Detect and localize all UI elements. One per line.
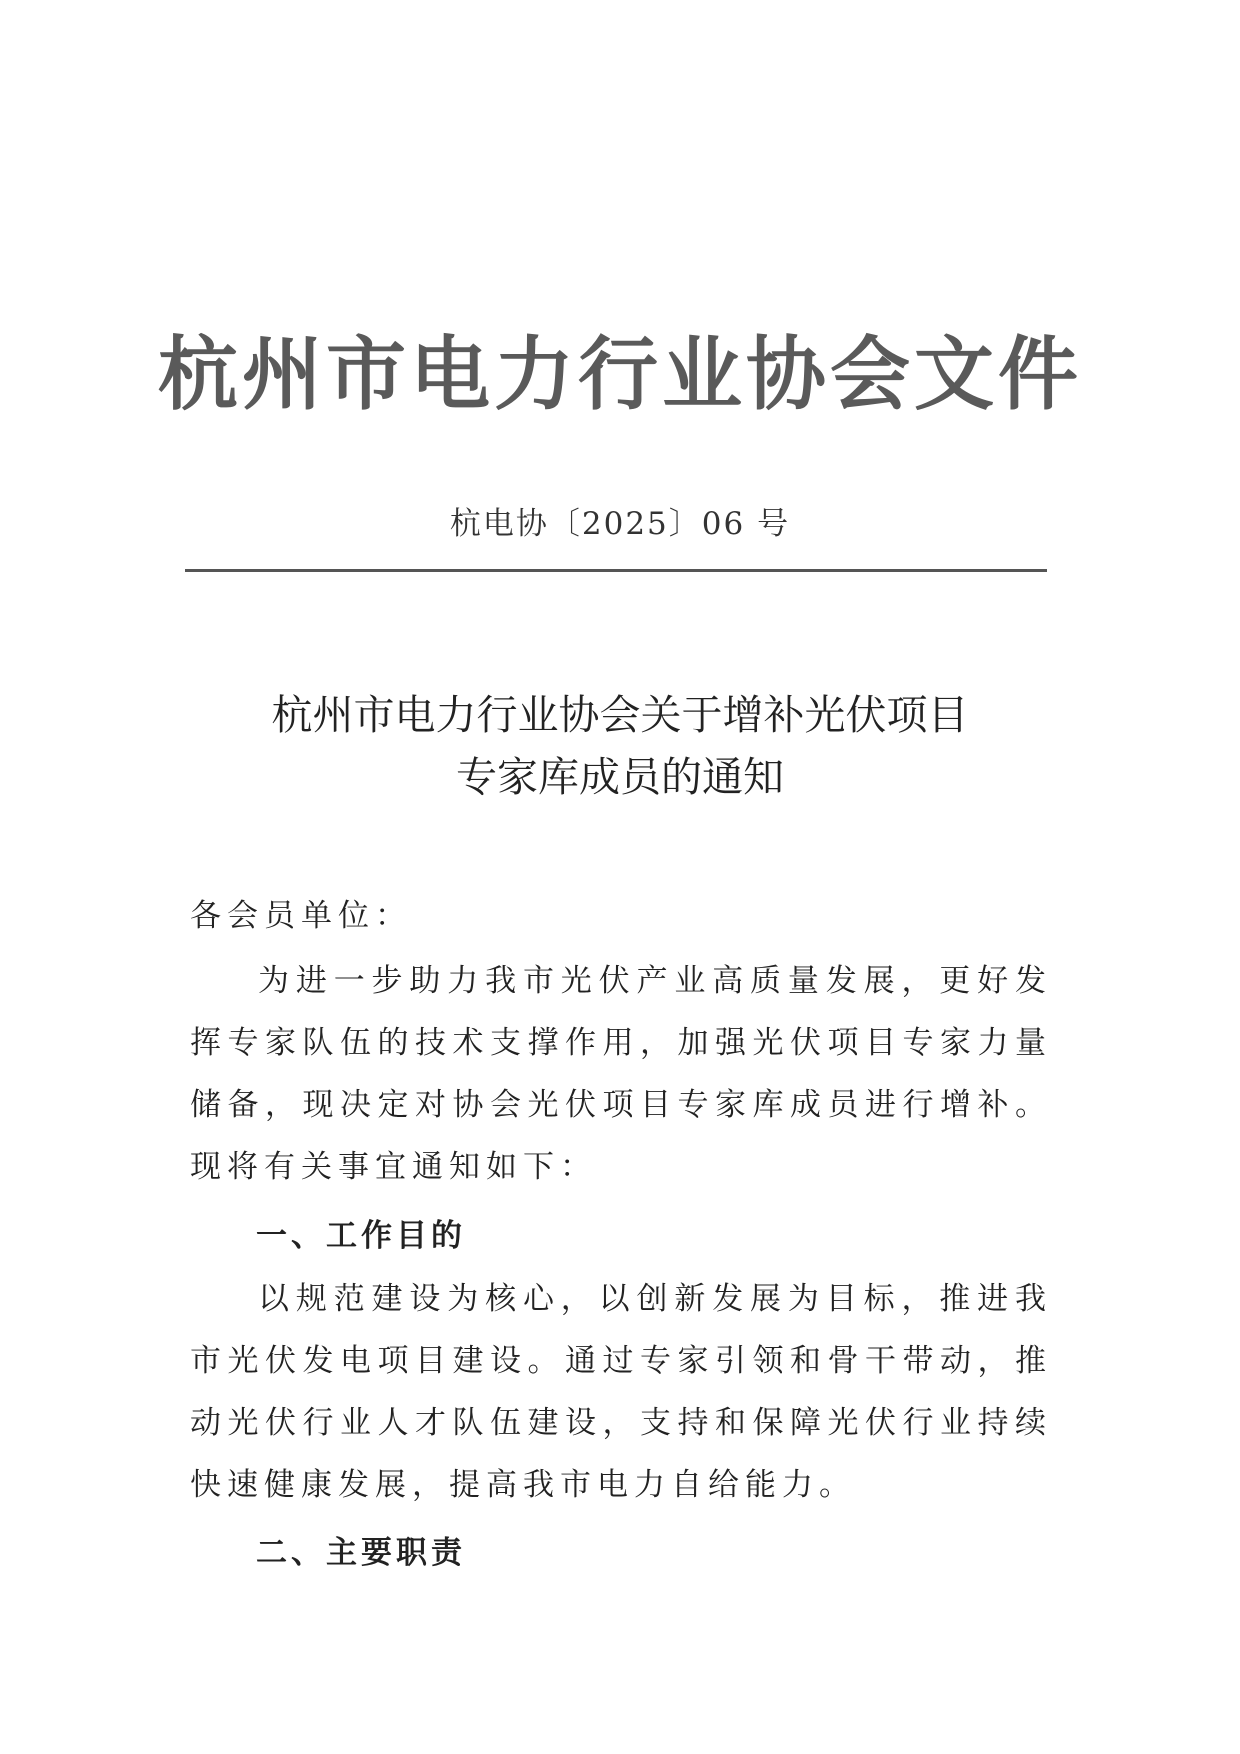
org-file-title: 杭州市电力行业协会文件 (158, 328, 1082, 421)
section-1-paragraph: 以规范建设为核心，以创新发展为目标，推进我市光伏发电项目建设。通过专家引领和骨干带动，推动光伏行业人才队伍建设，支持和保障光伏行业持续快速健康发展，提高我市电力自给能力。 (190, 1281, 1052, 1503)
document-number: 杭电协〔2025〕06 号 (449, 506, 791, 542)
header-divider (185, 569, 1047, 572)
section-1-heading: 一、工作目的 (256, 1218, 466, 1254)
notice-title (0, 684, 1240, 808)
section-2-heading: 二、主要职责 (256, 1535, 466, 1571)
notice-title-line-2: 专家库成员的通知 (456, 753, 784, 801)
intro-paragraph: 为进一步助力我市光伏产业高质量发展，更好发挥专家队伍的技术支撑作用，加强光伏项目专家力量储备，现决定对协会光伏项目专家库成员进行增补。现将有关事宜通知如下： (190, 963, 1052, 1185)
salutation: 各会员单位： (190, 898, 412, 934)
notice-title-line-1: 杭州市电力行业协会关于增补光伏项目 (271, 691, 969, 739)
